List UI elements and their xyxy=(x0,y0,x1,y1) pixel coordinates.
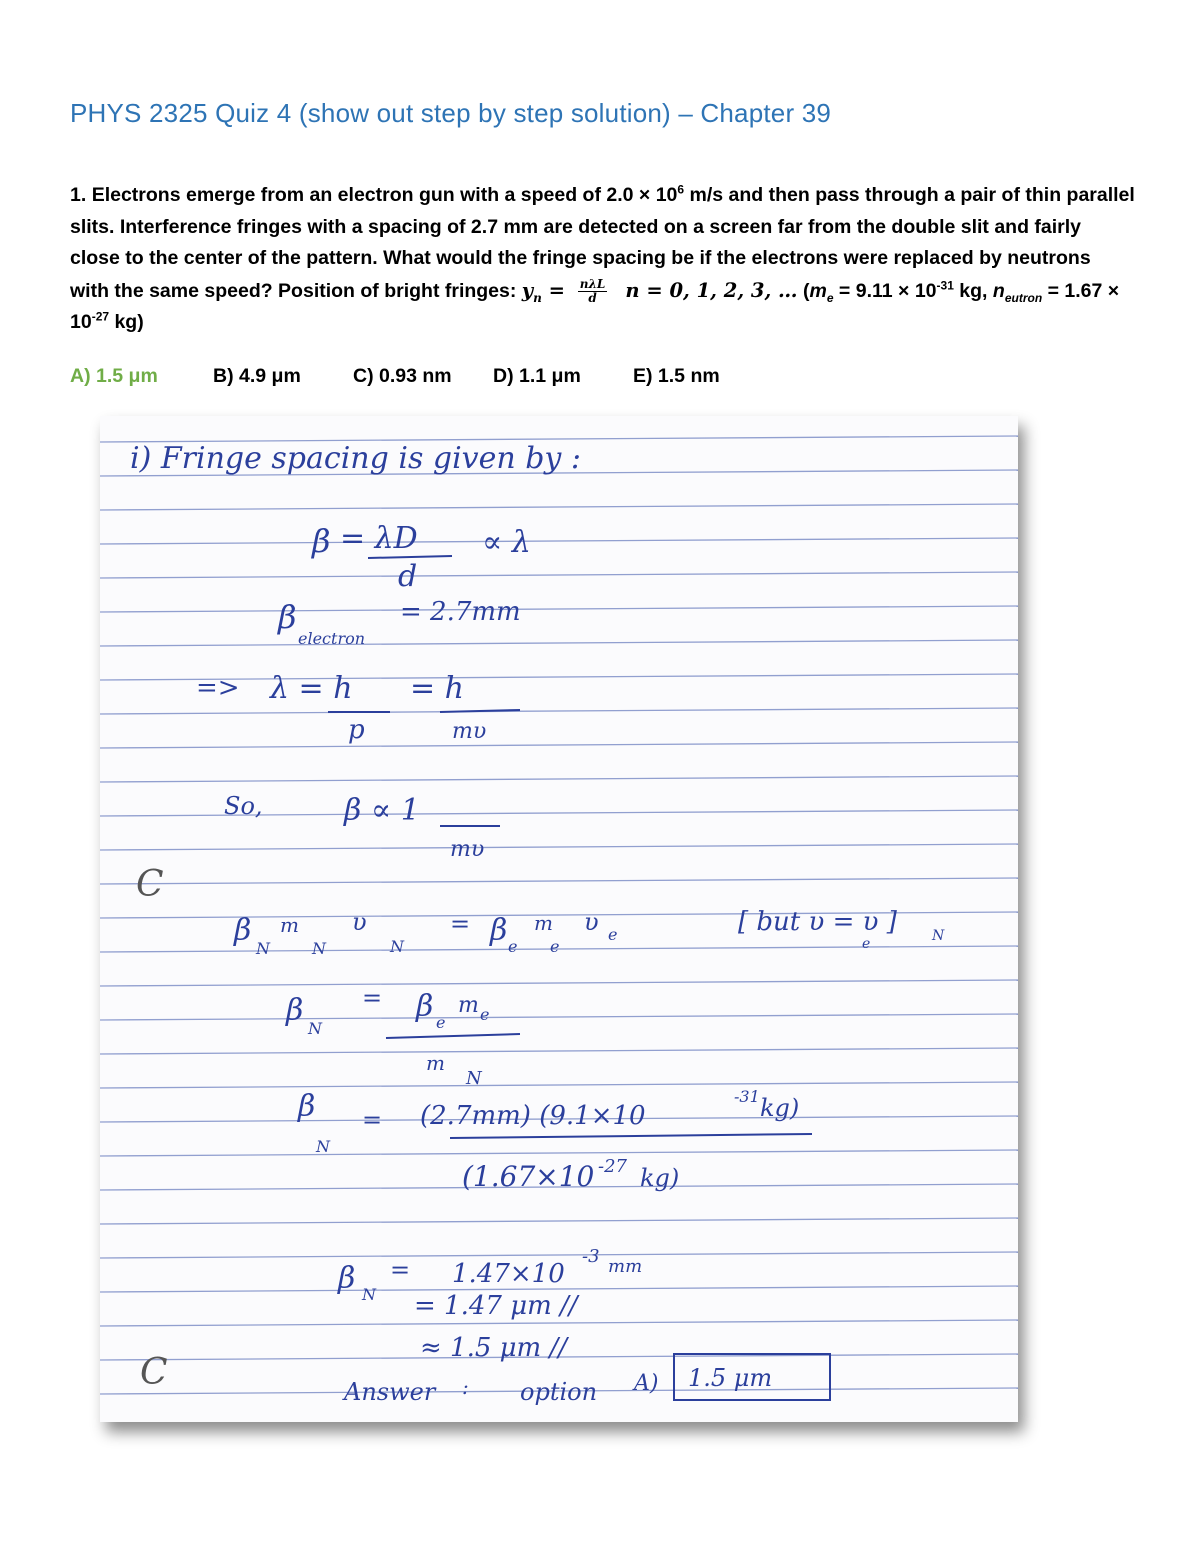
hw-ratio-rhs: β xyxy=(490,913,508,948)
hw-ratio-m-sub: N xyxy=(312,939,326,958)
answer-options xyxy=(70,365,720,388)
hw-ratio-v: υ xyxy=(352,908,367,936)
exponent-speed: 6 xyxy=(677,182,685,197)
hw-so-den: mυ xyxy=(450,837,485,862)
hw-bn-den: m xyxy=(426,1051,445,1075)
handwritten-solution-image xyxy=(100,416,1018,1422)
hw-beta-prop: ∝ λ xyxy=(482,525,531,560)
hw-beta-e-val: = 2.7mm xyxy=(400,597,521,627)
hw-res1-exp: -3 xyxy=(582,1246,600,1267)
hw-bn-bar xyxy=(386,1034,520,1038)
given-me: = 9.11 × 10 xyxy=(833,279,937,302)
given-end: kg) xyxy=(109,311,144,333)
hw-calc-lhs: β xyxy=(298,1089,316,1124)
hw-answer-box-text: 1.5 μm xyxy=(688,1364,773,1392)
hw-beta-e: β xyxy=(278,598,297,636)
hw-answer-label: Answer xyxy=(344,1378,436,1406)
me-label: $m_e$ xyxy=(809,279,834,305)
question-text-part1: Electrons emerge from an electron gun with a speed of 2.0 × 10 xyxy=(91,184,678,206)
formula-fraction xyxy=(578,278,608,305)
hw-ratio-m: m xyxy=(280,913,299,937)
hw-bn-num-m: m xyxy=(458,993,479,1018)
hw-answer-option: option xyxy=(520,1378,598,1406)
hw-ratio-rhs-sub: e xyxy=(508,937,518,956)
hw-res-sub: N xyxy=(362,1285,376,1304)
hw-beta-fraction-bar xyxy=(368,556,452,558)
hw-ratio-ve-sub: e xyxy=(608,925,618,944)
hw-bn-num-sub: e xyxy=(436,1013,446,1032)
hw-lambda-arrow: => xyxy=(196,673,240,703)
hw-beta-e-sub: electron xyxy=(298,629,366,648)
hw-bn-num: β xyxy=(416,989,434,1024)
hw-bracket-sub1: e xyxy=(862,936,871,952)
hw-res2: = 1.47 μm // xyxy=(414,1291,578,1321)
hw-bn-eq: = xyxy=(362,984,383,1012)
hw-bracket-sub2: N xyxy=(932,928,945,944)
hw-beta-eq: = λD xyxy=(340,521,418,556)
hw-res1: 1.47×10 xyxy=(452,1259,565,1289)
hw-calc-den: (1.67×10 xyxy=(462,1160,595,1193)
option-a: A) 1.5 μm xyxy=(70,365,158,387)
hw-answer-colon: : xyxy=(462,1375,469,1399)
hw-bn-num-m-sub: e xyxy=(480,1005,490,1024)
hw-beta-den: d xyxy=(398,559,418,594)
given-kg: kg, xyxy=(953,279,993,302)
question-text xyxy=(70,180,1135,339)
page-title: PHYS 2325 Quiz 4 (show out step by step solution) – Chapter 39 xyxy=(70,98,832,128)
hw-ratio-v-sub: N xyxy=(390,937,404,956)
hw-beta-lhs: β xyxy=(312,522,331,560)
formula-eq: = xyxy=(541,278,572,302)
margin-mark-1: C xyxy=(136,864,164,905)
exponent-mn: -27 xyxy=(91,309,110,324)
hw-calc-num: (2.7mm) (9.1×10 xyxy=(420,1101,646,1131)
hw-so: So, xyxy=(224,792,263,820)
hw-calc-den-exp: -27 xyxy=(598,1156,627,1177)
hw-calc-den-end: kg) xyxy=(640,1164,680,1192)
hw-res3: ≈ 1.5 μm // xyxy=(420,1333,567,1363)
margin-mark-2: C xyxy=(140,1352,168,1393)
hw-heading: i) Fringe spacing is given by : xyxy=(130,441,582,476)
option-d: D) 1.1 μm xyxy=(493,365,581,387)
hw-answer-letter: A) xyxy=(634,1371,659,1396)
hw-res-lhs: β xyxy=(338,1261,356,1296)
hw-calc-num-exp: -31 xyxy=(734,1087,760,1106)
option-c: C) 0.93 nm xyxy=(353,365,452,387)
hw-bn-den-sub: N xyxy=(466,1068,482,1089)
exponent-me: -31 xyxy=(936,278,954,292)
hw-res1-unit: mm xyxy=(608,1256,643,1277)
hw-calc-bar xyxy=(450,1134,812,1138)
hw-ratio-lhs: β xyxy=(234,913,252,948)
hw-ratio-eq: = xyxy=(450,910,471,938)
hw-ratio-me-sub: e xyxy=(550,937,560,956)
hw-ratio-lhs-sub: N xyxy=(256,939,270,958)
hw-bracket: [ but υ = υ ] xyxy=(738,907,897,937)
notebook-page xyxy=(100,416,1018,1422)
hw-lambda-den2: mυ xyxy=(452,719,487,744)
hw-ratio-ve: υ xyxy=(584,908,599,936)
option-e: E) 1.5 nm xyxy=(633,365,720,387)
hw-lambda-den: p xyxy=(348,715,365,745)
formula-n-values: n = 0, 1, 2, 3, … xyxy=(625,278,798,302)
option-b: B) 4.9 μm xyxy=(213,365,301,387)
hw-calc-sub: N xyxy=(316,1137,330,1156)
question-text-part2: m/s and then pass through a pair of thin parallel slits. Interference fringes with a spacing of 2.7 mm are detected on a screen far from the double slit and fairly close to the center of the pattern. What would the fringe spacing be if the electrons were replaced by neutrons with the same speed? Position of bright fringes: xyxy=(70,184,1135,302)
formula-lhs: $y_n$ xyxy=(521,278,542,305)
hw-res-eq: = xyxy=(390,1256,411,1284)
formula-denominator: d xyxy=(588,290,597,305)
hw-calc-eq: = xyxy=(362,1106,383,1134)
formula-numerator: nλL xyxy=(579,276,606,291)
hw-calc-num-end: kg) xyxy=(760,1094,800,1122)
hw-bn-lhs: β xyxy=(286,993,304,1028)
hw-bn-sub: N xyxy=(308,1019,322,1038)
mn-label: $n_{eutron}$ xyxy=(992,279,1043,305)
hw-so-beta: β ∝ 1 xyxy=(344,793,420,828)
given-open: ( xyxy=(797,279,810,302)
given-mn: = 1.67 × 10 xyxy=(70,279,1120,333)
question-number: 1. xyxy=(70,184,87,206)
hw-lambda-eq: λ = h xyxy=(270,671,353,706)
hw-lambda-eq2: = h xyxy=(410,671,464,706)
hw-ratio-me: m xyxy=(534,911,553,935)
